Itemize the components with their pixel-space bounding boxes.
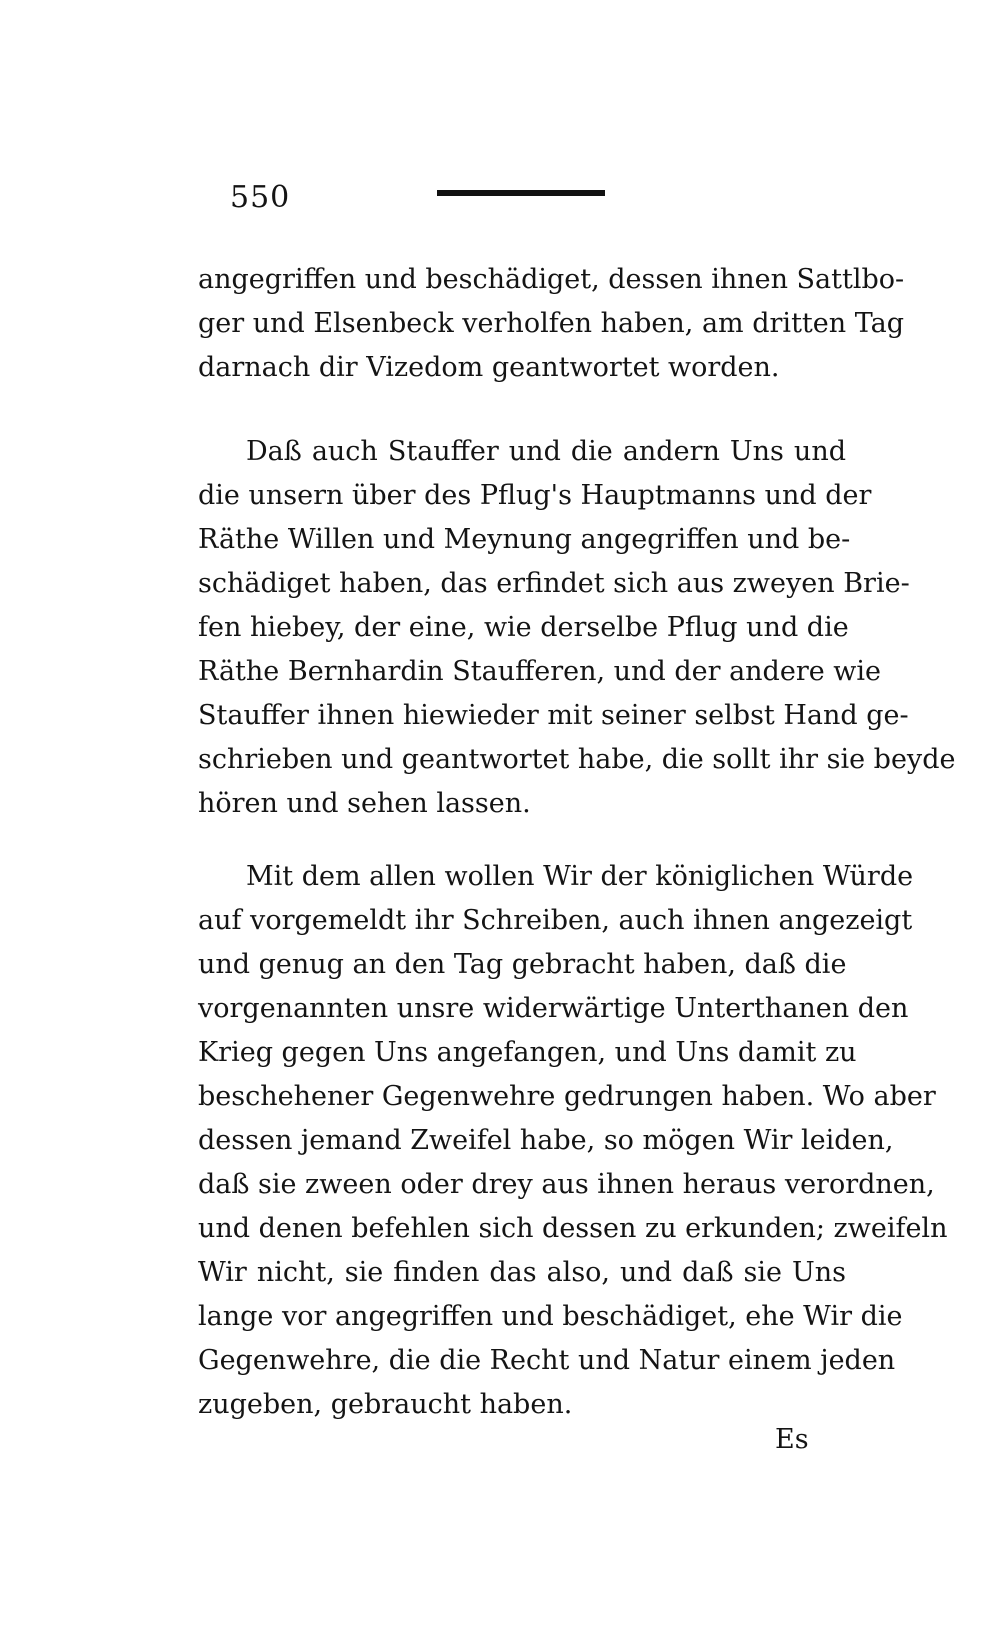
paragraph — [198, 855, 948, 1427]
text-line: Mit dem allen wollen Wir der königlichen Würde — [246, 861, 914, 892]
page-number: 550 — [230, 180, 291, 215]
text-line: Räthe Willen und Meynung angegriffen und be- — [198, 524, 851, 555]
text-line: ger und Elsenbeck verholfen haben, am dritten Tag — [198, 308, 905, 339]
text-line: schädiget haben, das erfindet sich aus zweyen Brie- — [198, 568, 910, 599]
text-line: hören und sehen lassen. — [198, 788, 531, 819]
text-line: Räthe Bernhardin Staufferen, und der andere wie — [198, 656, 882, 687]
text-line: vorgenannten unsre widerwärtige Unterthanen den — [198, 993, 909, 1024]
text-line: daß sie zween oder drey aus ihnen heraus verordnen, — [198, 1169, 935, 1200]
text-line: zugeben, gebraucht haben. — [198, 1389, 573, 1420]
text-line: beschehener Gegenwehre gedrungen haben. Wo aber — [198, 1081, 936, 1112]
catchword: Es — [775, 1424, 809, 1455]
text-line: und genug an den Tag gebracht haben, daß die — [198, 949, 847, 980]
text-line: dessen jemand Zweifel habe, so mögen Wir leiden, — [198, 1125, 894, 1156]
text-line: darnach dir Vizedom geantwortet worden. — [198, 352, 780, 383]
text-line: lange vor angegriffen und beschädiget, ehe Wir die — [198, 1301, 903, 1332]
text-line: Stauffer ihnen hiewieder mit seiner selbst Hand ge- — [198, 700, 909, 731]
text-line: Krieg gegen Uns angefangen, und Uns damit zu — [198, 1037, 857, 1068]
text-line: auf vorgemeldt ihr Schreiben, auch ihnen angezeigt — [198, 905, 913, 936]
paragraph — [198, 258, 905, 390]
text-line: Wir nicht, sie finden das also, und daß sie Uns — [198, 1257, 846, 1288]
header-rule — [437, 190, 605, 196]
text-line: und denen befehlen sich dessen zu erkunden; zweifeln — [198, 1213, 948, 1244]
text-line: Gegenwehre, die die Recht und Natur einem jeden — [198, 1345, 896, 1376]
text-line: fen hiebey, der eine, wie derselbe Pflug und die — [198, 612, 849, 643]
text-line: Daß auch Stauffer und die andern Uns und — [246, 436, 846, 467]
paragraph — [198, 430, 956, 826]
text-line: schrieben und geantwortet habe, die sollt ihr sie beyde — [198, 744, 956, 775]
text-line: die unsern über des Pflug's Hauptmanns und der — [198, 480, 872, 511]
text-line: angegriffen und beschädiget, dessen ihnen Sattlbo- — [198, 264, 905, 295]
